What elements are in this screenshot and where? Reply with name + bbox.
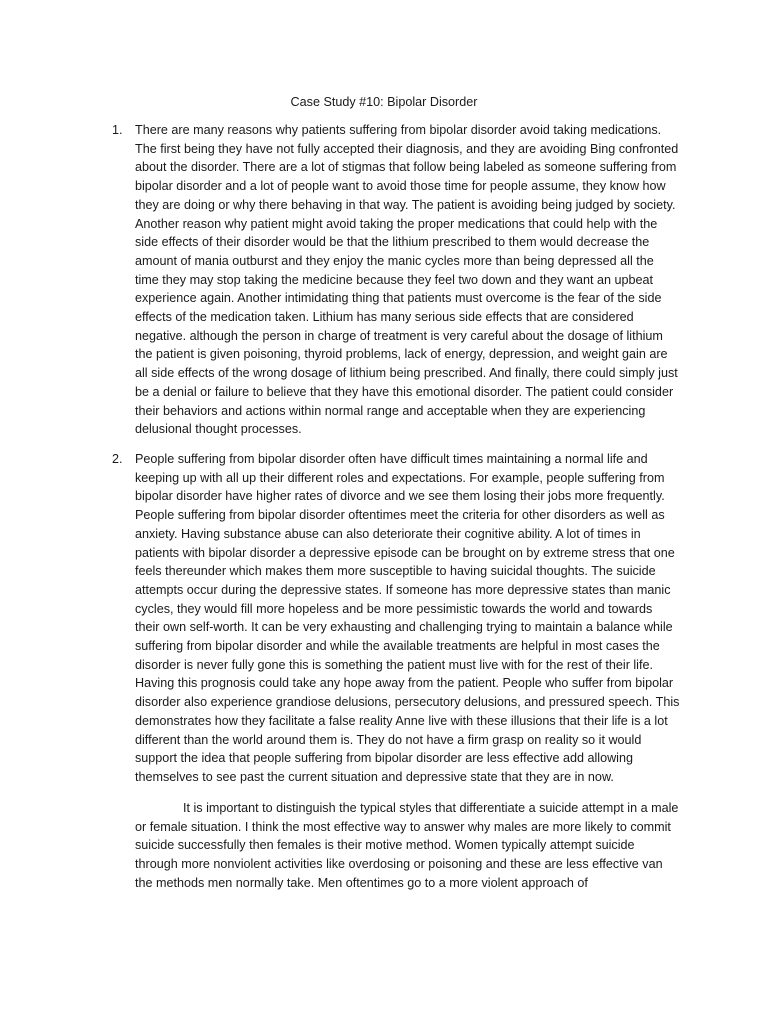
list-item-number: 1. [112, 123, 123, 137]
list-item-1 [0, 121, 768, 450]
list-item-text: People suffering from bipolar disorder often have difficult times maintaining a normal life and keeping up with all up their different roles and expectations. For example, people suffering from bipolar disorder have higher rates of divorce and we see them losing their jobs more frequently. People suffering from bipolar disorder oftentimes meet the criteria for other disorders as well as anxiety. Having substance abuse can also deteriorate their cognitive ability. A lot of times in patients with bipolar disorder a depressive episode can be brought on by extreme stress that one feels thereunder which makes them more susceptible to having suicidal thoughts. The suicide attempts occur during the depressive states. If someone has more depressive states than manic cycles, they would fill more hopeless and be more pessimistic towards the world and towards their own self-worth. It can be very exhausting and challenging trying to maintain a balance while suffering from bipolar disorder and while the available treatments are helpful in most cases the disorder is never fully gone this is something the patient must live with for the rest of their life. Having this prognosis could take any hope away from the patient. People who suffer from bipolar disorder also experience grandiose delusions, persecutory delusions, and pressured speech. This demonstrates how they facilitate a false reality Anne live with these illusions that their life is a lot different than the world around them is. They do not have a firm grasp on reality so it would support the idea that people suffering from bipolar disorder are less effective add allowing themselves to see past the current situation and depressive state that they are in now. [135, 452, 680, 784]
question-list [0, 121, 768, 787]
list-item-text: There are many reasons why patients suffering from bipolar disorder avoid taking medications. The first being they have not fully accepted their diagnosis, and they are avoiding Bing confronted about the disorder. There are a lot of stigmas that follow being labeled as someone suffering from bipolar disorder and a lot of people want to avoid those time for people assume, they know how they are doing or why there behaving in that way. The patient is avoiding being judged by society. Another reason why patient might avoid taking the proper medications that could help with the side effects of their disorder would be that the lithium prescribed to them would decrease the amount of mania outburst and they enjoy the manic cycles more than being depressed all the time they may stop taking the medicine because they feel two down and they want an upbeat experience again. Another intimidating thing that patients must overcome is the fear of the side effects of the medication taken. Lithium has many serious side effects that are considered negative. although the person in charge of treatment is very careful about the dosage of lithium the patient is given poisoning, thyroid problems, lack of energy, depression, and weight gain are all side effects of the wrong dosage of lithium being prescribed. And finally, there could simply just be a denial or failure to believe that they have this emotional disorder. The patient could consider their behaviors and actions within normal range and acceptable when they are experiencing delusional thought processes. [135, 123, 679, 437]
list-item-2 [0, 450, 768, 787]
document-title: Case Study #10: Bipolar Disorder [290, 95, 478, 109]
list-item-number: 2. [112, 452, 123, 466]
continuation-paragraph: It is important to distinguish the typical styles that differentiate a suicide attempt in a male or female situation. I think the most effective way to answer why males are more likely to commit suicide successfully then females is their motive method. Women typically attempt suicide through more nonviolent activities like overdosing or poisoning and these are less effective van the methods men normally take. Men oftentimes go to a more violent approach of [135, 801, 679, 890]
